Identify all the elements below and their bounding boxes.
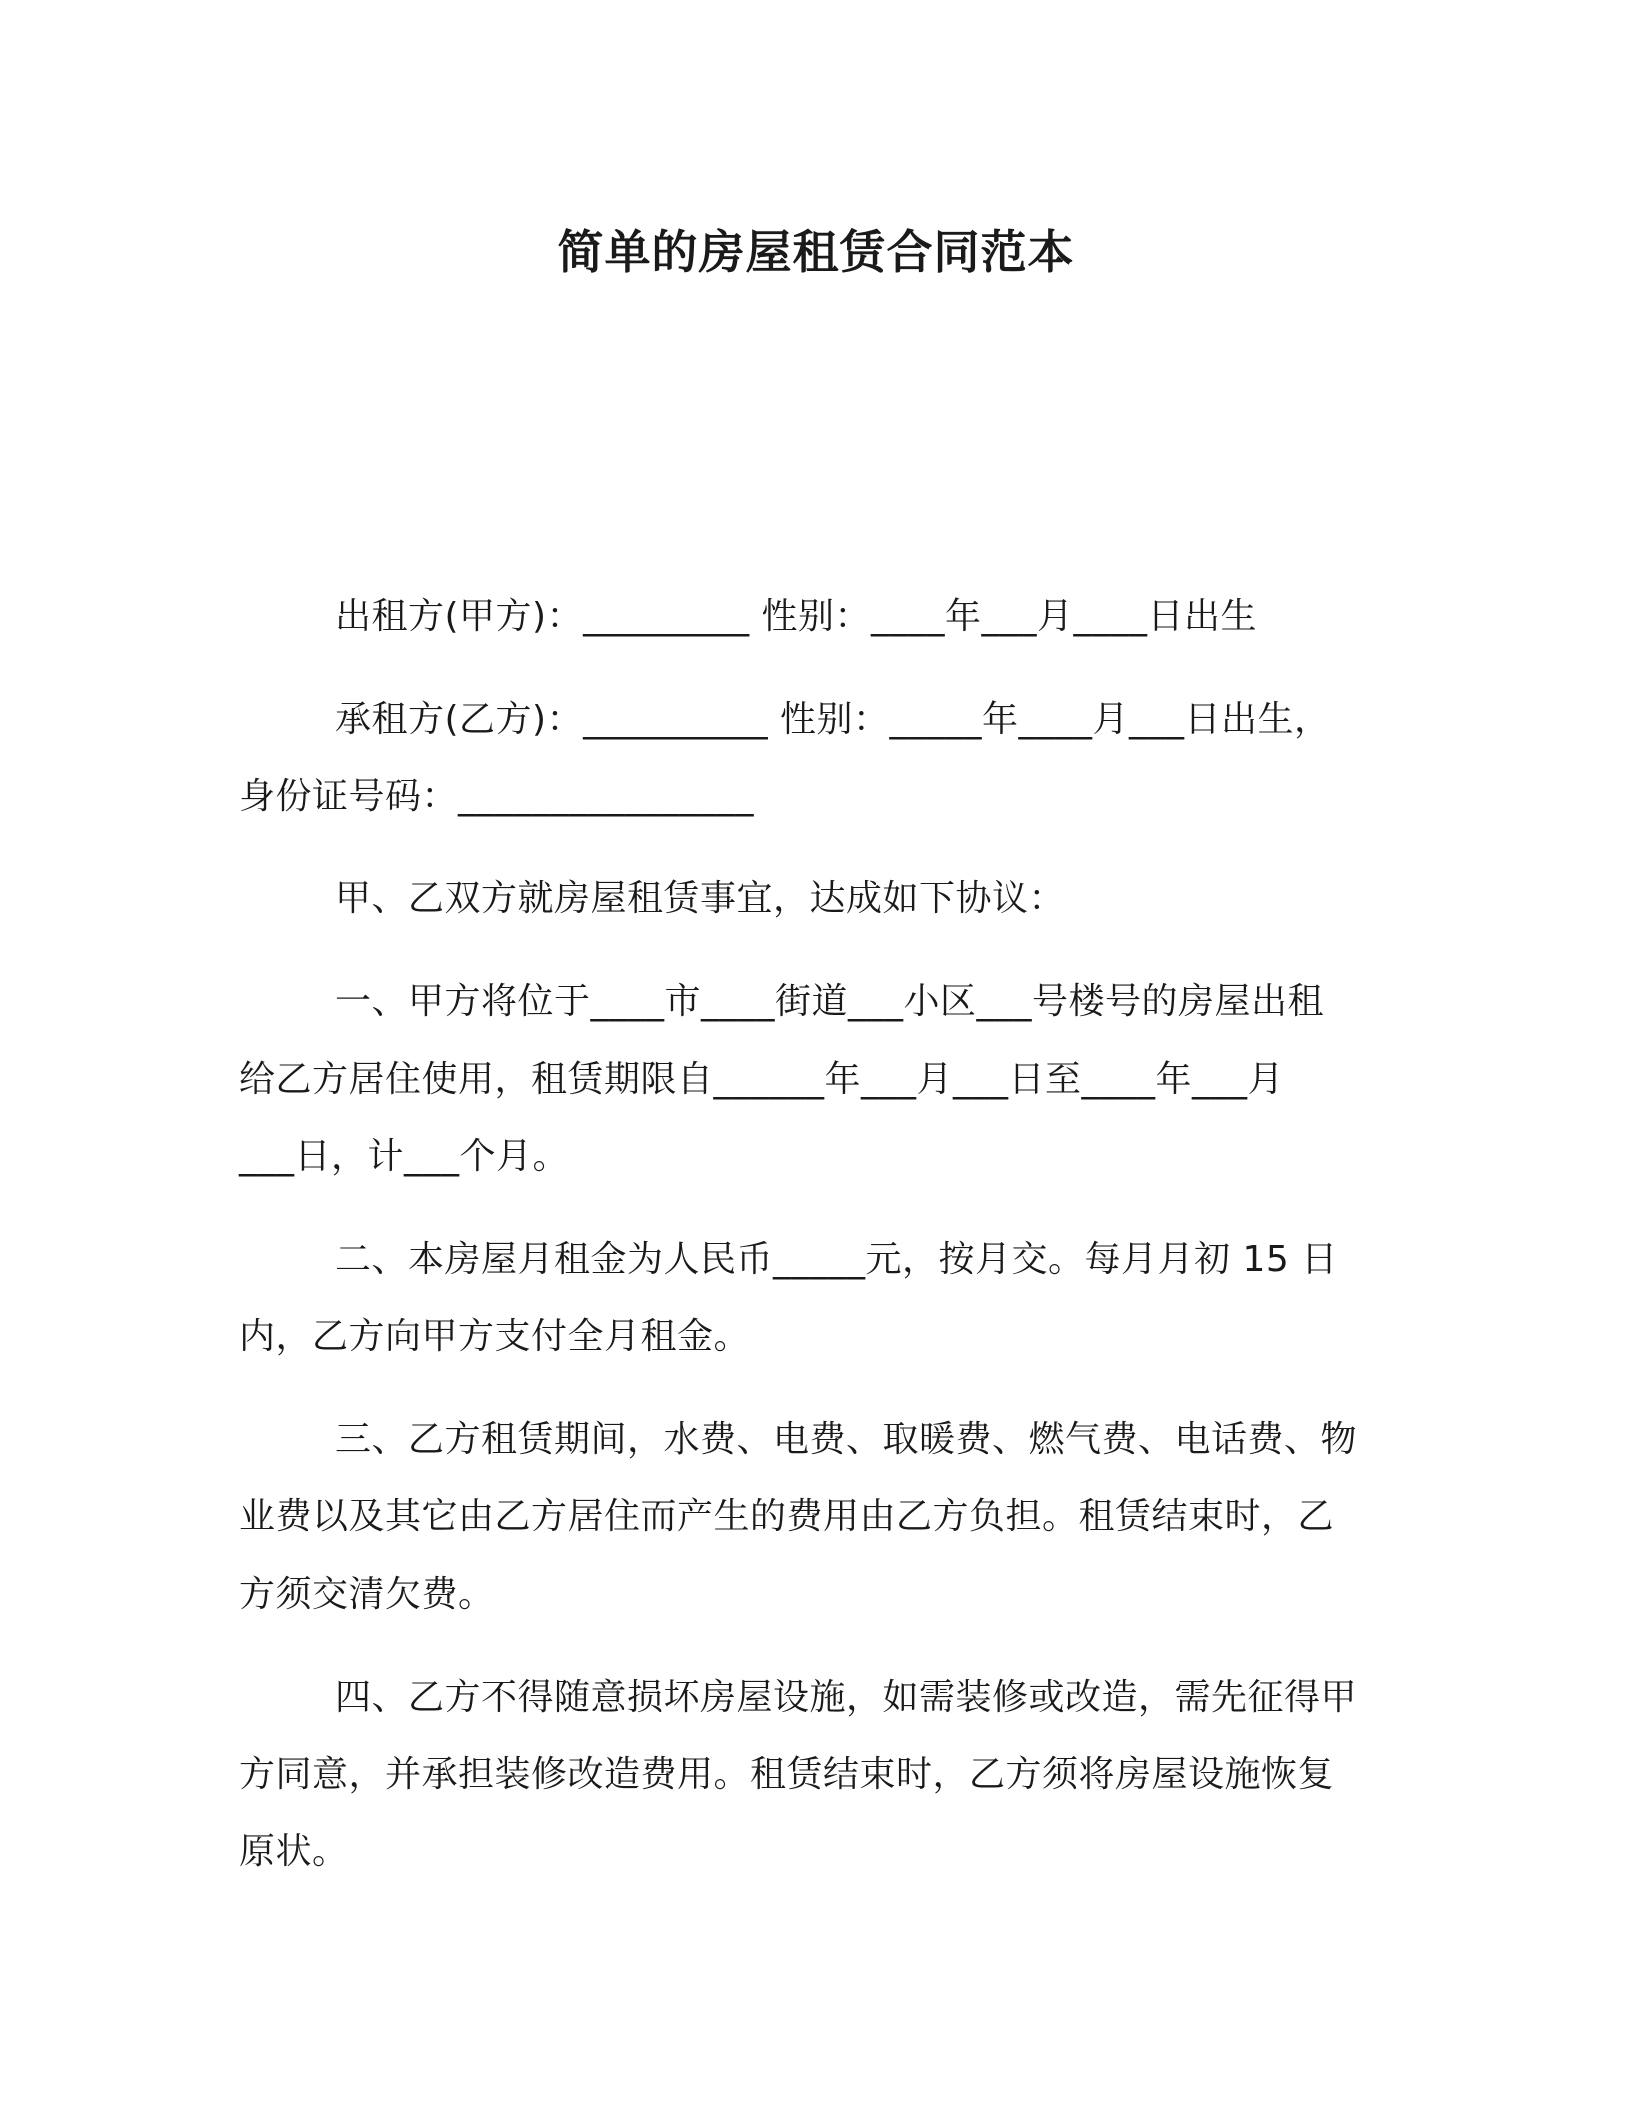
clause-1-line-1: 一、甲方将位于____市____街道___小区___号楼号的房屋出租 [335,981,1325,1022]
clause-1-line-3: ___日，计___个月。 [239,1136,570,1177]
clause-2-line-1: 二、本房屋月租金为人民币_____元，按月交。每月月初 15 日 [335,1239,1338,1280]
clause-3-line-3: 方须交清欠费。 [239,1574,495,1615]
clause-2-line-2: 内，乙方向甲方支付全月租金。 [239,1316,751,1357]
lessee-id-line: 身份证号码：________________ [239,776,755,817]
agreement-intro: 甲、乙双方就房屋租赁事宜，达成如下协议： [335,878,1066,919]
clause-4-line-3: 原状。 [239,1831,349,1872]
lessor-line: 出租方(甲方)：_________ 性别：____年___月____日出生 [335,596,1258,637]
clause-3-line-2: 业费以及其它由乙方居住而产生的费用由乙方负担。租赁结束时，乙 [239,1496,1335,1537]
clause-3-line-1: 三、乙方租赁期间，水费、电费、取暖费、燃气费、电话费、物 [335,1419,1358,1460]
clause-4-line-2: 方同意，并承担装修改造费用。租赁结束时，乙方须将房屋设施恢复 [239,1754,1335,1795]
clause-1-line-2: 给乙方居住使用，租赁期限自______年___月___日至____年___月 [239,1059,1285,1100]
clause-4-line-1: 四、乙方不得随意损坏房屋设施，如需装修或改造，需先征得甲 [335,1677,1358,1718]
lessee-line: 承租方(乙方)：__________ 性别：_____年____月___日出生， [335,699,1331,740]
document-title: 简单的房屋租赁合同范本 [557,225,1075,279]
